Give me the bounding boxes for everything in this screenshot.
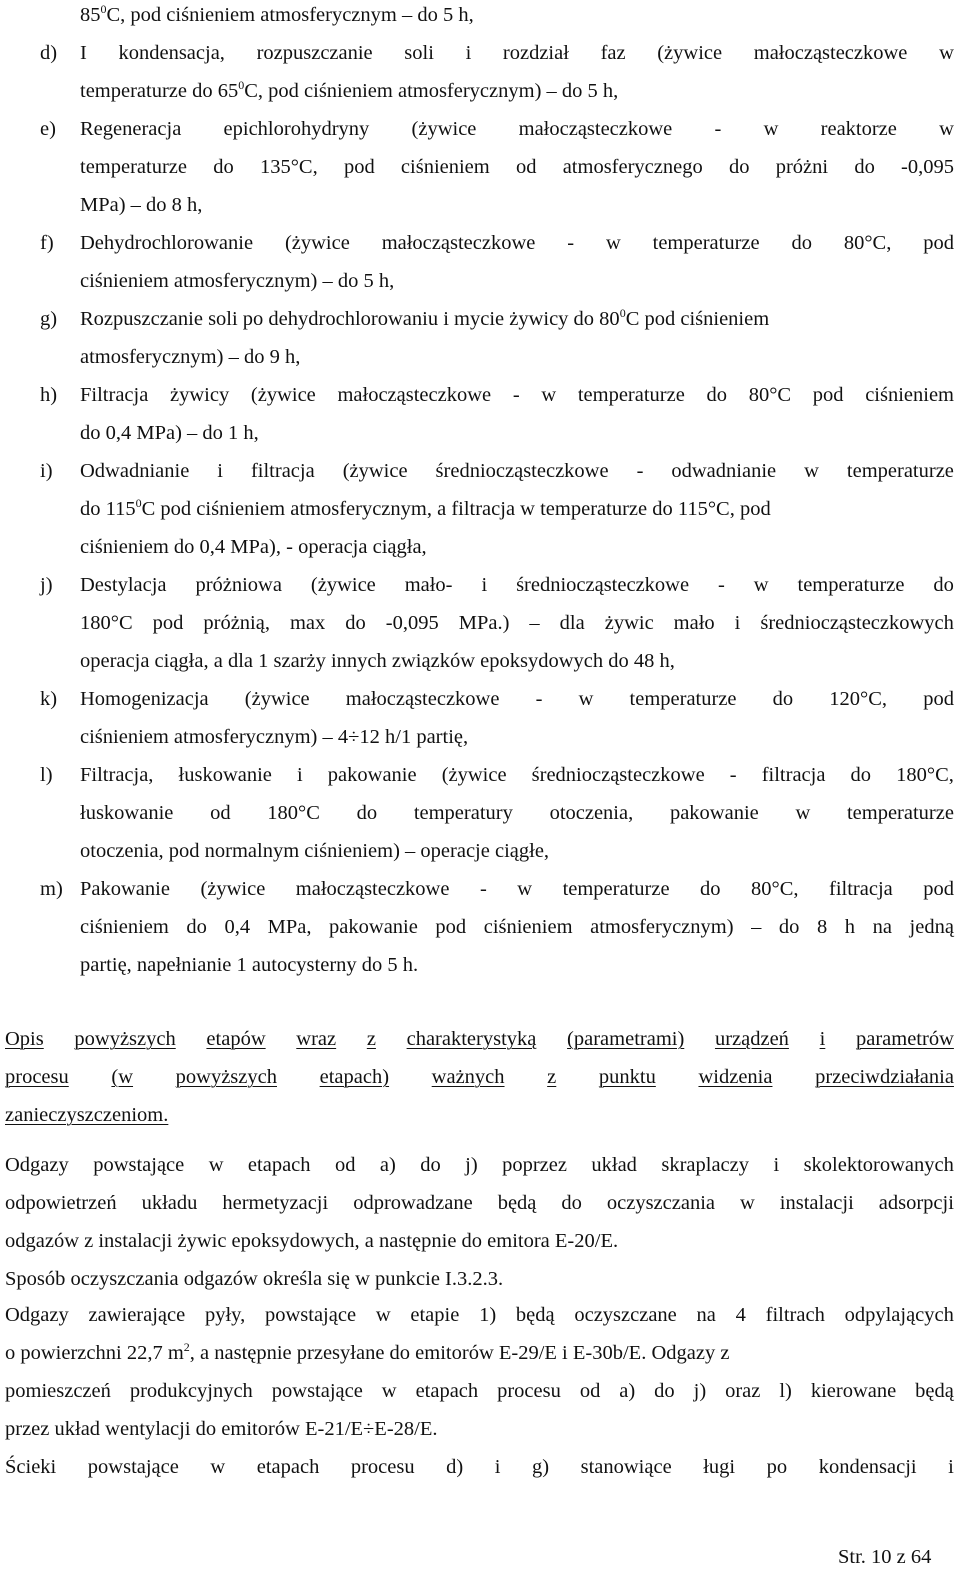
list-marker-i: i) bbox=[40, 460, 53, 482]
word: odwadnianie bbox=[671, 460, 777, 482]
word: temperaturze bbox=[797, 574, 905, 596]
word: kierowane bbox=[810, 1380, 897, 1402]
word: do bbox=[561, 1192, 582, 1214]
text-segment: Rozpuszczanie soli po dehydrochlorowaniu i mycie żywicy do 80 bbox=[80, 308, 620, 330]
word: odpylających bbox=[844, 1304, 954, 1326]
word: łuskowanie bbox=[80, 802, 174, 824]
word: pakowanie bbox=[329, 916, 418, 938]
superscript: 0 bbox=[100, 2, 107, 16]
word: charakterystyką bbox=[406, 1028, 537, 1050]
word: j) bbox=[693, 1380, 707, 1402]
word: dla bbox=[559, 612, 585, 634]
list-item-g-line2: atmosferycznym) – do 9 h, bbox=[80, 346, 301, 368]
word: małocząsteczkowe bbox=[518, 118, 673, 140]
word: pod bbox=[343, 156, 375, 178]
superscript: 0 bbox=[135, 496, 142, 510]
word: filtrach bbox=[765, 1304, 825, 1326]
word: małocząsteczkowe bbox=[345, 688, 500, 710]
word: - bbox=[714, 118, 722, 140]
word: średniocząsteczkowe bbox=[435, 460, 609, 482]
word: kondensacja, bbox=[118, 42, 225, 64]
word: 4 bbox=[735, 1304, 746, 1326]
word: pyły, bbox=[204, 1304, 246, 1326]
word: do bbox=[356, 802, 378, 824]
word: rozpuszczanie bbox=[256, 42, 373, 64]
word: -0,095 bbox=[901, 156, 954, 178]
word: Destylacja bbox=[80, 574, 167, 596]
word: w bbox=[208, 1154, 224, 1176]
word: w bbox=[605, 232, 621, 254]
word: do bbox=[933, 574, 954, 596]
word: etapach bbox=[247, 1154, 311, 1176]
word: do bbox=[186, 916, 207, 938]
list-item-d-line2 bbox=[80, 78, 618, 104]
word: procesu bbox=[497, 1380, 561, 1402]
list-item-l-line2 bbox=[80, 800, 954, 826]
word: i bbox=[481, 574, 488, 596]
word: temperaturze bbox=[629, 688, 737, 710]
word: pod bbox=[923, 878, 954, 900]
word: i bbox=[773, 1154, 780, 1176]
word: etapach) bbox=[319, 1066, 390, 1088]
word: otoczenia, bbox=[549, 802, 634, 824]
word: MPa.) bbox=[458, 612, 510, 634]
paragraph-3-line3 bbox=[5, 1378, 954, 1404]
word: procesu bbox=[5, 1066, 69, 1088]
word: w bbox=[804, 460, 819, 482]
word: adsorpcji bbox=[878, 1192, 954, 1214]
word: produkcyjnych bbox=[129, 1380, 253, 1402]
list-item-h-line2: do 0,4 MPa) – do 1 h, bbox=[80, 422, 259, 444]
word: mało bbox=[673, 612, 715, 634]
word: żywicy bbox=[170, 384, 230, 406]
word: do bbox=[772, 688, 794, 710]
word: Filtracja, bbox=[80, 764, 154, 786]
word: odpowietrzeń bbox=[5, 1192, 117, 1214]
word: i bbox=[494, 1456, 501, 1478]
word: oraz bbox=[725, 1380, 761, 1402]
word: w bbox=[517, 878, 533, 900]
word: I bbox=[80, 42, 87, 64]
word: pod bbox=[923, 688, 954, 710]
word: parametrów bbox=[855, 1028, 954, 1050]
word: średniocząsteczkowe bbox=[516, 574, 690, 596]
word: do bbox=[700, 878, 721, 900]
word: łuskowanie bbox=[178, 764, 272, 786]
word: – bbox=[751, 916, 762, 938]
word: oczyszczania bbox=[606, 1192, 715, 1214]
word: Odgazy bbox=[5, 1154, 69, 1176]
text-segment: temperaturze do 65 bbox=[80, 80, 239, 102]
text-segment: o powierzchni 22,7 m bbox=[5, 1342, 184, 1364]
word: pod bbox=[152, 612, 184, 634]
list-item-m-line2 bbox=[80, 914, 954, 940]
word: Regeneracja bbox=[80, 118, 182, 140]
text-segment: , a następnie przesyłane do emitorów E-29/E i E-30b/E. Odgazy z bbox=[189, 1342, 730, 1364]
list-item-f-line2: ciśnieniem atmosferycznym) – do 5 h, bbox=[80, 270, 395, 292]
word: -0,095 bbox=[385, 612, 439, 634]
word: g) bbox=[532, 1456, 550, 1478]
list-item-g-line1 bbox=[80, 306, 769, 332]
word: od bbox=[515, 156, 537, 178]
word: będą bbox=[915, 1380, 954, 1402]
superscript: 0 bbox=[619, 306, 626, 320]
paragraph-1-line3: odgazów z instalacji żywic epoksydowych, a następnie do emitora E-20/E. bbox=[5, 1230, 619, 1252]
word: i bbox=[217, 460, 223, 482]
word: na bbox=[696, 1304, 716, 1326]
list-item-m-line1 bbox=[80, 876, 954, 902]
word: w bbox=[541, 384, 557, 406]
word: Ścieki bbox=[5, 1456, 57, 1478]
paragraph-3-line2 bbox=[5, 1340, 729, 1366]
word: powstające bbox=[264, 1304, 357, 1326]
word: pomieszczeń bbox=[5, 1380, 111, 1402]
word: będą bbox=[497, 1192, 537, 1214]
text-segment: do 115 bbox=[80, 498, 136, 520]
word: do bbox=[778, 916, 800, 938]
word: małocząsteczkowe bbox=[381, 232, 536, 254]
list-item-continuation bbox=[80, 2, 474, 28]
word: układ bbox=[591, 1154, 637, 1176]
word: (żywice bbox=[657, 42, 723, 64]
paragraph-3-line1 bbox=[5, 1302, 954, 1328]
superscript: 2 bbox=[183, 1340, 190, 1354]
word: j) bbox=[465, 1154, 478, 1176]
list-marker-j: j) bbox=[40, 574, 53, 596]
word: w bbox=[381, 1380, 397, 1402]
word: w bbox=[939, 42, 954, 64]
word: w bbox=[210, 1456, 226, 1478]
list-marker-m: m) bbox=[40, 878, 63, 900]
word: ługi bbox=[703, 1456, 736, 1478]
word: soli bbox=[404, 42, 434, 64]
list-item-h-line1 bbox=[80, 382, 954, 408]
list-item-j-line2 bbox=[80, 610, 954, 636]
word: małocząsteczkowe bbox=[337, 384, 492, 406]
word: pod bbox=[435, 916, 467, 938]
word: pakowanie bbox=[327, 764, 417, 786]
word: do bbox=[420, 1154, 441, 1176]
list-item-m-line3: partię, napełnianie 1 autocysterny do 5 h. bbox=[80, 954, 419, 976]
word: max bbox=[289, 612, 326, 634]
word: pakowanie bbox=[669, 802, 759, 824]
word: temperaturze bbox=[846, 802, 954, 824]
word: od bbox=[210, 802, 231, 824]
word: pod bbox=[812, 384, 844, 406]
word: - bbox=[636, 460, 644, 482]
word: i bbox=[734, 612, 741, 634]
word: etapach bbox=[415, 1380, 479, 1402]
word: Pakowanie bbox=[80, 878, 170, 900]
word: 180°C, bbox=[896, 764, 954, 786]
word: filtracja bbox=[829, 878, 893, 900]
word: z bbox=[366, 1028, 376, 1050]
text-segment: 85 bbox=[80, 4, 101, 26]
word: Dehydrochlorowanie bbox=[80, 232, 254, 254]
word: - bbox=[718, 574, 725, 596]
word: - bbox=[512, 384, 520, 406]
text-segment: C pod ciśnieniem atmosferycznym, a filtracja w temperaturze do 115°C, pod bbox=[141, 498, 771, 520]
word: (żywice bbox=[200, 878, 266, 900]
word: - bbox=[567, 232, 575, 254]
list-marker-l: l) bbox=[40, 764, 53, 786]
word: temperaturze bbox=[652, 232, 760, 254]
word: 80°C, bbox=[751, 878, 799, 900]
word: faz bbox=[600, 42, 626, 64]
word: do bbox=[850, 764, 872, 786]
list-item-e-line2 bbox=[80, 154, 954, 180]
word: próżnią, bbox=[203, 612, 270, 634]
word: do bbox=[213, 156, 234, 178]
word: do bbox=[791, 232, 812, 254]
word: żywic bbox=[604, 612, 654, 634]
word: ciśnieniem bbox=[400, 156, 490, 178]
section-heading-line2 bbox=[5, 1064, 954, 1090]
list-item-e-line3: MPa) – do 8 h, bbox=[80, 194, 203, 216]
word: w bbox=[939, 118, 954, 140]
section-heading-line3: zanieczyszczeniom. bbox=[5, 1104, 169, 1126]
list-marker-f: f) bbox=[40, 232, 54, 254]
word: MPa, bbox=[267, 916, 312, 938]
word: 180°C bbox=[80, 612, 133, 634]
list-marker-d: d) bbox=[40, 42, 58, 64]
word: pod bbox=[923, 232, 954, 254]
word: 120°C, bbox=[829, 688, 888, 710]
word: etapie bbox=[410, 1304, 460, 1326]
word: małocząsteczkowe bbox=[753, 42, 908, 64]
paragraph-2: Sposób oczyszczania odgazów określa się w punkcie I.3.2.3. bbox=[5, 1268, 504, 1290]
word: Opis bbox=[5, 1028, 44, 1050]
word: stanowiące bbox=[580, 1456, 672, 1478]
word: (żywice bbox=[441, 764, 507, 786]
paragraph-1-line2 bbox=[5, 1190, 954, 1216]
word: - bbox=[479, 878, 487, 900]
word: etapach bbox=[256, 1456, 320, 1478]
list-item-l-line3: otoczenia, pod normalnym ciśnieniem) – operacje ciągłe, bbox=[80, 840, 550, 862]
word: temperaturze bbox=[80, 156, 187, 178]
word: w bbox=[578, 688, 594, 710]
word: 80°C, bbox=[843, 232, 892, 254]
word: urządzeń bbox=[714, 1028, 789, 1050]
word: wraz bbox=[296, 1028, 337, 1050]
text-segment: C, pod ciśnieniem atmosferycznym – do 5 h, bbox=[106, 4, 474, 26]
word: średniocząsteczkowych bbox=[760, 612, 954, 634]
word: w bbox=[763, 118, 779, 140]
word: Odgazy bbox=[5, 1304, 69, 1326]
word: (żywice bbox=[310, 574, 376, 596]
word: rozdział bbox=[502, 42, 569, 64]
list-item-f-line1 bbox=[80, 230, 954, 256]
word: skraplaczy bbox=[661, 1154, 750, 1176]
word: 80°C bbox=[748, 384, 792, 406]
word: ciśnieniem bbox=[483, 916, 573, 938]
text-segment: C pod ciśnieniem bbox=[625, 308, 770, 330]
word: i bbox=[948, 1456, 954, 1478]
list-marker-g: g) bbox=[40, 308, 58, 330]
section-heading-line1 bbox=[5, 1026, 954, 1052]
word: Filtracja bbox=[80, 384, 149, 406]
word: reaktorze bbox=[820, 118, 897, 140]
word: d) bbox=[446, 1456, 464, 1478]
word: 180°C bbox=[267, 802, 320, 824]
list-marker-e: e) bbox=[40, 118, 56, 140]
list-item-e-line1 bbox=[80, 116, 954, 142]
word: powstające bbox=[271, 1380, 363, 1402]
word: w bbox=[753, 574, 769, 596]
word: będą bbox=[515, 1304, 555, 1326]
list-item-j-line3: operacja ciągła, a dla 1 szarży innych związków epoksydowych do 48 h, bbox=[80, 650, 675, 672]
word: - bbox=[535, 688, 543, 710]
word: ciśnieniem bbox=[865, 384, 954, 406]
word: 135°C, bbox=[259, 156, 318, 178]
list-marker-k: k) bbox=[40, 688, 58, 710]
list-item-k-line2: ciśnieniem atmosferycznym) – 4÷12 h/1 partię, bbox=[80, 726, 469, 748]
word: oczyszczane bbox=[574, 1304, 677, 1326]
word: temperaturze bbox=[846, 460, 954, 482]
word: od bbox=[579, 1380, 601, 1402]
word: (żywice bbox=[244, 688, 310, 710]
word: zawierające bbox=[88, 1304, 186, 1326]
word: w bbox=[375, 1304, 391, 1326]
list-marker-h: h) bbox=[40, 384, 58, 406]
word: do bbox=[706, 384, 727, 406]
word: i bbox=[819, 1028, 826, 1050]
word: atmosferycznym) bbox=[590, 916, 734, 938]
word: ważnych bbox=[431, 1066, 505, 1088]
word: temperatury bbox=[413, 802, 513, 824]
word: w bbox=[795, 802, 811, 824]
word: (żywice bbox=[342, 460, 408, 482]
word: hermetyzacji bbox=[222, 1192, 329, 1214]
word: w bbox=[739, 1192, 755, 1214]
list-item-j-line1 bbox=[80, 572, 954, 598]
word: mało- bbox=[404, 574, 453, 596]
word: do bbox=[654, 1380, 675, 1402]
word: filtracja bbox=[761, 764, 826, 786]
word: Homogenizacja bbox=[80, 688, 209, 710]
word: widzenia bbox=[698, 1066, 773, 1088]
word: (żywice bbox=[250, 384, 316, 406]
word: na bbox=[872, 916, 892, 938]
word: małocząsteczkowe bbox=[295, 878, 450, 900]
word: punktu bbox=[598, 1066, 656, 1088]
word: i bbox=[297, 764, 303, 786]
superscript: 0 bbox=[238, 78, 245, 92]
paragraph-4-line1 bbox=[5, 1454, 954, 1480]
word: do bbox=[854, 156, 875, 178]
word: przeciwdziałania bbox=[815, 1066, 954, 1088]
word: skolektorowanych bbox=[803, 1154, 954, 1176]
word: kondensacji bbox=[818, 1456, 917, 1478]
word: temperaturze bbox=[562, 878, 670, 900]
word: a) bbox=[379, 1154, 396, 1176]
word: procesu bbox=[350, 1456, 415, 1478]
list-item-i-line3: ciśnieniem do 0,4 MPa), - operacja ciągła, bbox=[80, 536, 427, 558]
page-number: Str. 10 z 64 bbox=[838, 1546, 932, 1568]
word: 8 bbox=[816, 916, 828, 938]
paragraph-3-line4: przez układ wentylacji do emitorów E-21/E÷E-28/E. bbox=[5, 1418, 438, 1440]
word: atmosferycznego bbox=[562, 156, 703, 178]
word: epichlorohydryny bbox=[223, 118, 370, 140]
word: (żywice bbox=[411, 118, 477, 140]
paragraph-1-line1 bbox=[5, 1152, 954, 1178]
list-item-d-line1 bbox=[80, 40, 954, 66]
word: 0,4 bbox=[224, 916, 251, 938]
word: próżni bbox=[775, 156, 829, 178]
word: średniocząsteczkowe bbox=[531, 764, 705, 786]
word: odprowadzane bbox=[353, 1192, 473, 1214]
word: l) bbox=[779, 1380, 792, 1402]
text-segment: C, pod ciśnieniem atmosferycznym) – do 5 h, bbox=[244, 80, 619, 102]
word: po bbox=[766, 1456, 788, 1478]
word: układu bbox=[141, 1192, 198, 1214]
word: (parametrami) bbox=[567, 1028, 685, 1050]
word: - bbox=[729, 764, 737, 786]
list-item-l-line1 bbox=[80, 762, 954, 788]
list-item-i-line1 bbox=[80, 458, 954, 484]
word: jedną bbox=[909, 916, 954, 938]
word: (żywice bbox=[284, 232, 350, 254]
word: 1) bbox=[479, 1304, 497, 1326]
word: powstające bbox=[87, 1456, 179, 1478]
word: etapów bbox=[206, 1028, 266, 1050]
word: a) bbox=[619, 1380, 636, 1402]
word: ciśnieniem bbox=[80, 916, 169, 938]
word: powyższych bbox=[175, 1066, 277, 1088]
word: Odwadnianie bbox=[80, 460, 190, 482]
word: h bbox=[844, 916, 856, 938]
word: – bbox=[529, 612, 540, 634]
word: instalacji bbox=[779, 1192, 854, 1214]
word: (w bbox=[111, 1066, 134, 1088]
list-item-i-line2 bbox=[80, 496, 771, 522]
word: z bbox=[547, 1066, 557, 1088]
word: temperaturze bbox=[577, 384, 685, 406]
word: od bbox=[334, 1154, 356, 1176]
word: powstające bbox=[93, 1154, 185, 1176]
word: próżniowa bbox=[195, 574, 282, 596]
word: filtracja bbox=[250, 460, 315, 482]
word: do bbox=[728, 156, 750, 178]
word: poprzez bbox=[502, 1154, 567, 1176]
word: i bbox=[465, 42, 472, 64]
word: do bbox=[345, 612, 366, 634]
word: powyższych bbox=[74, 1028, 176, 1050]
list-item-k-line1 bbox=[80, 686, 954, 712]
